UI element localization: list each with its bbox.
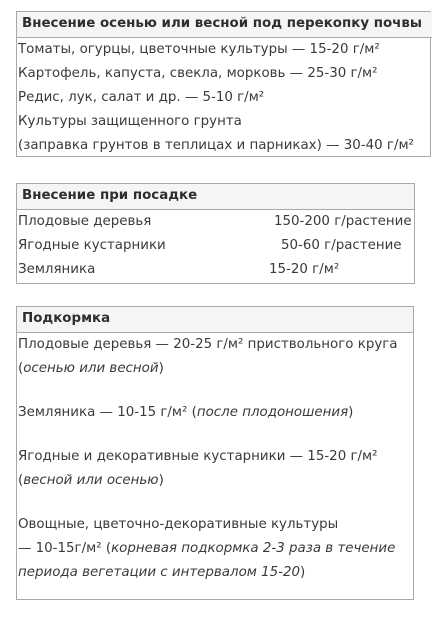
table-autumn-spring [16,11,431,157]
item-note: (весной или осенью) [18,473,164,488]
application-rate: 50-60 г/растение [281,238,402,253]
table-row: Редис, лук, салат и др. — 5-10 г/м² [18,90,265,105]
table-row: Картофель, капуста, свекла, морковь — 25-30 г/м² [18,66,378,81]
item-text: Овощные, цветочно-декоративные культуры [18,517,339,532]
table-header: Подкормка [17,307,413,333]
crop-name: Земляника [18,262,96,277]
table-top-dressing [16,306,414,600]
item-text: Ягодные и декоративные кустарники — 15-20 г/м² [18,449,378,464]
table-cell [17,333,413,585]
item-text: Плодовые деревья — 20-25 г/м² приствольного круга [18,337,398,352]
table-row: Культуры защищенного грунта [18,114,242,129]
table-row: (заправка грунтов в теплицах и парниках) — 30-40 г/м² [18,138,414,153]
application-rate: 150-200 г/растение [274,214,412,229]
crop-name: Плодовые деревья [18,214,152,229]
list-item [18,513,413,585]
application-rate: 15-20 г/м² [269,262,340,277]
table-row [17,234,414,258]
list-item [18,445,413,493]
item-note: — 10-15г/м² (корневая подкормка 2-3 раза в течение [18,541,396,556]
item-note: периода вегетации с интервалом 15-20) [18,565,306,580]
table-row [17,258,414,282]
item-note: (осенью или весной) [18,361,164,376]
list-item [18,401,413,425]
table-at-planting [16,183,415,284]
list-item [18,333,413,381]
crop-name: Ягодные кустарники [18,238,166,253]
table-row: Томаты, огурцы, цветочные культуры — 15-20 г/м² [18,42,380,57]
table-header: Внесение при посадке [17,184,414,210]
table-header: Внесение осенью или весной под перекопку почвы [17,12,432,38]
table-row [17,210,414,234]
item-text: Земляника — 10-15 г/м² (после плодоношения) [18,405,354,420]
